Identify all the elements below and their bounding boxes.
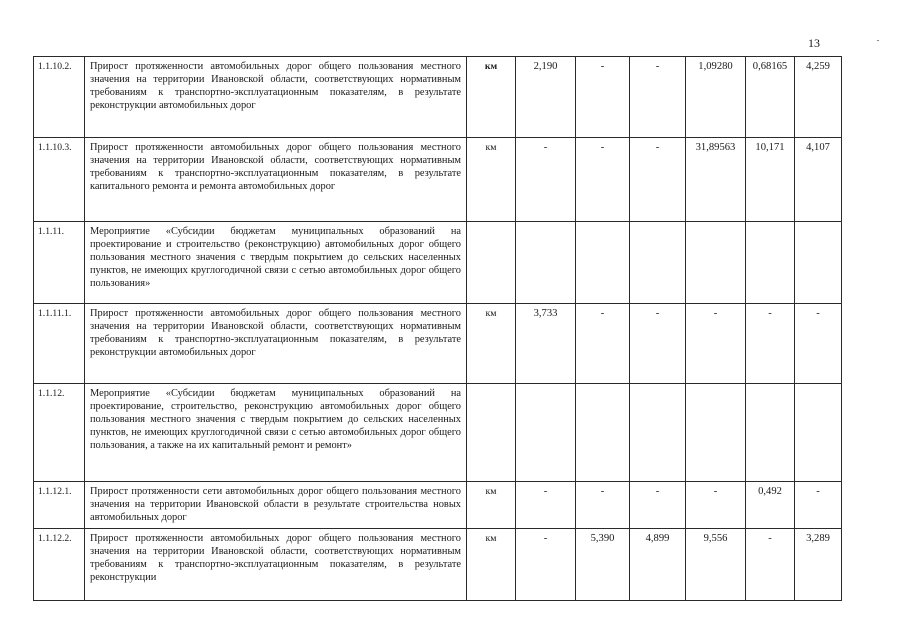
row-value: -	[576, 57, 630, 138]
row-value: 4,107	[795, 138, 842, 222]
row-value	[795, 222, 842, 304]
row-value	[576, 384, 630, 482]
row-value	[630, 384, 686, 482]
row-value: -	[630, 138, 686, 222]
row-unit: км	[467, 57, 516, 138]
row-value: -	[686, 304, 746, 384]
row-name: Прирост протяженности автомобильных дорог общего пользования местного значения на территории Ивановской области, соответствующих нормативным требованиям к транспортно-эксплуатационным показателям, в результате реконструкции автомобильных дорог	[85, 57, 467, 138]
indicators-table	[33, 56, 842, 601]
row-value	[746, 222, 795, 304]
row-value: 10,171	[746, 138, 795, 222]
row-value: 3,289	[795, 529, 842, 601]
row-name: Мероприятие «Субсидии бюджетам муниципальных образований на проектирование и строительство (реконструкцию) автомобильных дорог общего пользования местного значения с твердым покрытием до сельских населенных пунктов, не имеющих круглогодичной связи с сетью автомобильных дорог общего пользования»	[85, 222, 467, 304]
row-value	[746, 384, 795, 482]
row-code: 1.1.10.2.	[34, 57, 85, 138]
row-value: 2,190	[516, 57, 576, 138]
row-value: -	[516, 482, 576, 529]
row-value: 5,390	[576, 529, 630, 601]
row-value: 4,899	[630, 529, 686, 601]
page-number: 13	[808, 36, 820, 50]
row-value: -	[516, 138, 576, 222]
row-code: 1.1.11.1.	[34, 304, 85, 384]
row-name: Прирост протяженности сети автомобильных дорог общего пользования местного значения на территории Ивановской области в результате строительства новых автомобильных дорог	[85, 482, 467, 529]
row-value: -	[630, 57, 686, 138]
row-value	[686, 384, 746, 482]
row-name: Прирост протяженности автомобильных дорог общего пользования местного значения на территории Ивановской области, соответствующих нормативным требованиям к транспортно-эксплуатационным показателям, в результате капитального ремонта и ремонта автомобильных дорог	[85, 138, 467, 222]
row-unit: км	[467, 138, 516, 222]
row-value: -	[686, 482, 746, 529]
scan-mark	[877, 40, 879, 41]
table-row	[34, 384, 842, 482]
table-row	[34, 138, 842, 222]
row-unit	[467, 222, 516, 304]
row-value: -	[630, 304, 686, 384]
row-value: 0,68165	[746, 57, 795, 138]
row-value	[795, 384, 842, 482]
row-code: 1.1.12.1.	[34, 482, 85, 529]
row-unit	[467, 384, 516, 482]
row-value: 31,89563	[686, 138, 746, 222]
row-value	[516, 222, 576, 304]
row-unit: км	[467, 529, 516, 601]
row-value: -	[746, 529, 795, 601]
row-value: -	[795, 482, 842, 529]
row-value: 4,259	[795, 57, 842, 138]
row-unit: км	[467, 304, 516, 384]
row-name: Прирост протяженности автомобильных дорог общего пользования местного значения на территории Ивановской области, соответствующих нормативным требованиям к транспортно-эксплуатационным показателям, в результате реконструкции	[85, 529, 467, 601]
row-value: -	[576, 482, 630, 529]
row-name: Прирост протяженности автомобильных дорог общего пользования местного значения на территории Ивановской области, соответствующих нормативным требованиям к транспортно-эксплуатационным показателям, в результате реконструкции автомобильных дорог	[85, 304, 467, 384]
row-code: 1.1.11.	[34, 222, 85, 304]
row-value	[630, 222, 686, 304]
table-row	[34, 304, 842, 384]
row-value: -	[795, 304, 842, 384]
row-code: 1.1.10.3.	[34, 138, 85, 222]
row-value: -	[516, 529, 576, 601]
table-row	[34, 57, 842, 138]
row-value: 1,09280	[686, 57, 746, 138]
row-value: -	[746, 304, 795, 384]
row-value: 9,556	[686, 529, 746, 601]
row-code: 1.1.12.2.	[34, 529, 85, 601]
row-name: Мероприятие «Субсидии бюджетам муниципальных образований на проектирование, строительство, реконструкцию автомобильных дорог общего пользования местного значения с твердым покрытием до сельских населенных пунктов, не имеющих круглогодичной связи с сетью автомобильных дорог общего пользования, а также на их капитальный ремонт и ремонт»	[85, 384, 467, 482]
table-row	[34, 529, 842, 601]
row-value: 0,492	[746, 482, 795, 529]
table-row	[34, 222, 842, 304]
row-value: -	[576, 304, 630, 384]
row-value	[516, 384, 576, 482]
row-value	[576, 222, 630, 304]
row-value	[686, 222, 746, 304]
row-code: 1.1.12.	[34, 384, 85, 482]
table-row	[34, 482, 842, 529]
row-unit: км	[467, 482, 516, 529]
row-value: -	[630, 482, 686, 529]
row-value: 3,733	[516, 304, 576, 384]
row-value: -	[576, 138, 630, 222]
